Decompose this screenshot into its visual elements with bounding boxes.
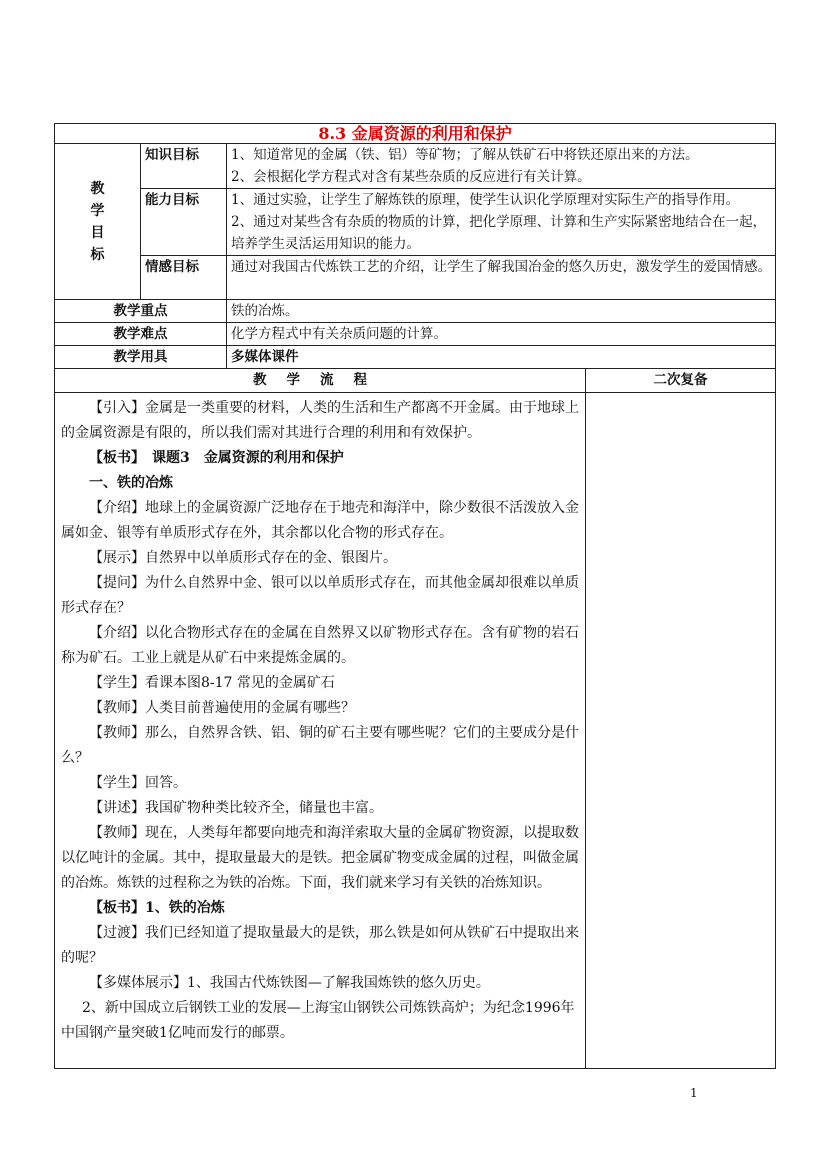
flow-paragraph: 2、新中国成立后钢铁工业的发展—上海宝山钢铁公司炼铁高炉；为纪念1996年中国钢产量突破1亿吨而发行的邮票。: [61, 1000, 575, 1041]
flow-paragraph: 【学生】回答。: [89, 775, 187, 791]
teaching-flow-body: [55, 393, 586, 1069]
difficulty-label: 教学难点: [55, 323, 227, 346]
flow-section-heading: 一、铁的冶炼: [89, 475, 173, 491]
flow-paragraph: 【教师】人类目前普遍使用的金属有哪些？: [89, 700, 355, 716]
emotion-objective-content: 通过对我国古代炼铁工艺的介绍，让学生了解我国冶金的悠久历史，激发学生的爱国情感。: [227, 256, 776, 300]
knowledge-objective-label: 知识目标: [141, 144, 227, 189]
tools-value: 多媒体课件: [227, 346, 776, 369]
flow-paragraph: 【过渡】我们已经知道了提取量最大的是铁，那么铁是如何从铁矿石中提取出来的呢？: [61, 925, 579, 966]
ability-objective-line-2: 2、通过对某些含有杂质的物质的计算，把化学原理、计算和生产实际紧密地结合在一起，培养学生灵活运用知识的能力。: [231, 214, 767, 252]
page-number: 1: [690, 1086, 698, 1100]
flow-paragraph: 【展示】自然界中以单质形式存在的金、银图片。: [89, 550, 397, 566]
flow-paragraph: 【提问】为什么自然界中金、银可以以单质形式存在，而其他金属却很难以单质形式存在？: [61, 575, 579, 616]
flow-paragraph: 【讲述】我国矿物种类比较齐全，储量也丰富。: [89, 800, 383, 816]
flow-paragraph: 【学生】看课本图8-17 常见的金属矿石: [89, 675, 335, 691]
flow-paragraph: 【板书】1、铁的冶炼: [89, 900, 225, 916]
objectives-section-label: [55, 144, 141, 300]
knowledge-objective-content: [227, 144, 776, 189]
ability-objective-line-1: 1、通过实验，让学生了解炼铁的原理，使学生认识化学原理对实际生产的指导作用。: [231, 192, 740, 208]
secondary-prep-body: [586, 393, 776, 1069]
flow-paragraph: 【板书】 课题3 金属资源的利用和保护: [89, 450, 344, 466]
difficulty-value: 化学方程式中有关杂质问题的计算。: [227, 323, 776, 346]
ability-objective-content: [227, 189, 776, 256]
teaching-flow-header: 教学流程: [55, 369, 586, 393]
flow-paragraph: 【介绍】以化合物形式存在的金属在自然界又以矿物形式存在。含有矿物的岩石称为矿石。工业上就是从矿石中来提炼金属的。: [61, 625, 579, 666]
key-point-value: 铁的冶炼。: [227, 300, 776, 323]
objectives-char-1: 教: [90, 180, 105, 197]
flow-paragraph: 【教师】现在，人类每年都要向地壳和海洋索取大量的金属矿物资源，以提取数以亿吨计的金属。其中，提取量最大的是铁。把金属矿物变成金属的过程，叫做金属的冶炼。炼铁的过程称之为铁的冶炼。下面，我们就来学习有关铁的冶炼知识。: [61, 825, 579, 891]
lesson-plan-table: [54, 123, 776, 1069]
objectives-char-3: 目: [90, 224, 105, 241]
ability-objective-label: 能力目标: [141, 189, 227, 256]
emotion-objective-label: 情感目标: [141, 256, 227, 300]
secondary-prep-header: 二次复备: [586, 369, 776, 393]
flow-paragraph: 【介绍】地球上的金属资源广泛地存在于地壳和海洋中，除少数很不活泼放入金属如金、银等有单质形式存在外，其余都以化合物的形式存在。: [61, 500, 579, 541]
flow-paragraph: 【教师】那么，自然界含铁、铝、铜的矿石主要有哪些呢？它们的主要成分是什么？: [61, 725, 579, 766]
flow-paragraph: 【引入】金属是一类重要的材料，人类的生活和生产都离不开金属。由于地球上的金属资源是有限的，所以我们需对其进行合理的利用和有效保护。: [61, 400, 579, 441]
tools-label: 教学用具: [55, 346, 227, 369]
objectives-char-4: 标: [90, 246, 105, 263]
objectives-char-2: 学: [90, 202, 105, 219]
flow-paragraph: 【多媒体展示】1、我国古代炼铁图—了解我国炼铁的悠久历史。: [89, 975, 490, 991]
knowledge-objective-line-1: 1、知道常见的金属（铁、铝）等矿物；了解从铁矿石中将铁还原出来的方法。: [231, 147, 699, 163]
knowledge-objective-line-2: 2、会根据化学方程式对含有某些杂质的反应进行有关计算。: [231, 169, 591, 185]
key-point-label: 教学重点: [55, 300, 227, 323]
page-title: 8.3 金属资源的利用和保护: [55, 124, 776, 144]
